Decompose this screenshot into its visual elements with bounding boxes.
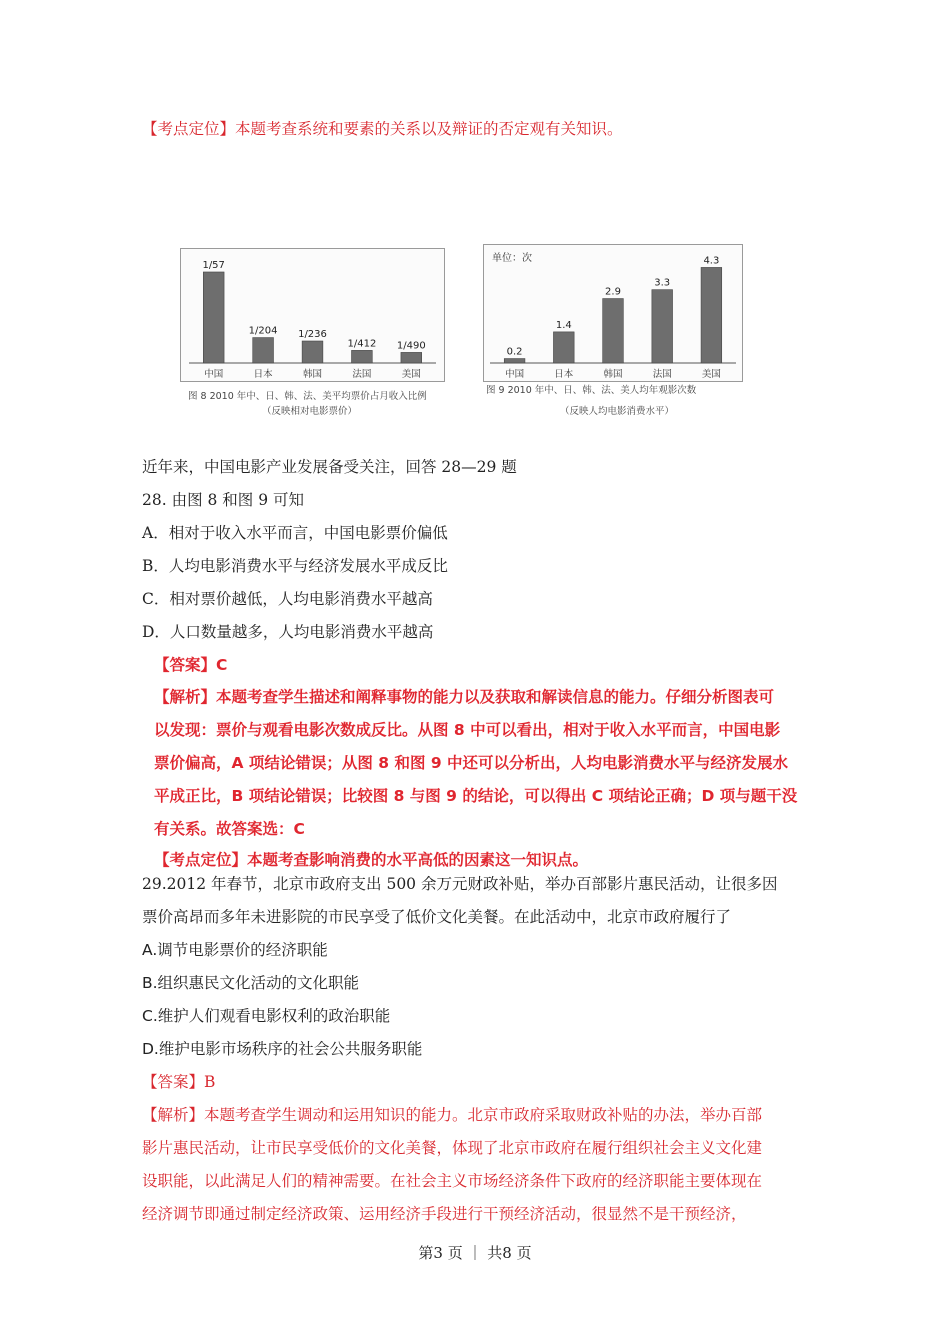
bar-3 — [652, 290, 673, 363]
figure-9-caption: 图 9 2010 年中、日、韩、法、美人均年观影次数 — [486, 385, 697, 396]
q29-stem-2: 票价高昂而多年未进影院的市民享受了低价文化美餐。在此活动中，北京市政府履行了 — [142, 908, 732, 926]
bar-3 — [352, 350, 373, 363]
q28-analysis-3: 票价偏高，A 项结论错误；从图 8 和图 9 中还可以分析出，人均电影消费水平与经济发展水 — [154, 754, 789, 772]
q29-option-a: A.调节电影票价的经济职能 — [142, 941, 328, 959]
bar-2 — [603, 299, 624, 363]
q29-answer: 【答案】B — [142, 1073, 216, 1091]
q28-analysis-2: 以发现：票价与观看电影次数成反比。从图 8 中可以看出，相对于收入水平而言，中国电影 — [154, 721, 781, 739]
data-label-0: 0.2 — [506, 346, 523, 358]
figure-9-panel — [483, 244, 743, 382]
q29-analysis-4: 经济调节即通过制定经济政策、运用经济手段进行干预经济活动，很显然不是干预经济， — [142, 1205, 747, 1223]
bar-0 — [203, 272, 224, 363]
q28-option-b: B．人均电影消费水平与经济发展水平成反比 — [142, 557, 448, 575]
figure-8-panel — [180, 248, 445, 382]
q29-option-b: B.组织惠民文化活动的文化职能 — [142, 974, 360, 992]
figure-8-caption: 图 8 2010 年中、日、韩、法、美平均票价占月收入比例 — [188, 391, 427, 402]
data-label-2: 2.9 — [605, 286, 621, 298]
intro-line: 近年来，中国电影产业发展备受关注，回答 28—29 题 — [142, 458, 517, 476]
tick-label-3: 法国 — [652, 369, 672, 380]
q29-option-c: C.维护人们观看电影权利的政治职能 — [142, 1007, 391, 1025]
data-label-3: 1/412 — [347, 338, 377, 350]
data-label-1: 1.4 — [555, 319, 572, 331]
tick-label-2: 韩国 — [302, 369, 323, 380]
tick-label-1: 日本 — [554, 369, 574, 380]
q29-option-d: D.维护电影市场秩序的社会公共服务职能 — [142, 1040, 423, 1058]
data-label-0: 1/57 — [202, 259, 225, 271]
bar-4 — [701, 267, 722, 363]
tick-label-2: 韩国 — [603, 369, 623, 380]
bar-2 — [302, 341, 323, 363]
q28-answer: 【答案】C — [154, 656, 228, 674]
q29-analysis-1: 【解析】本题考查学生调动和运用知识的能力。北京市政府采取财政补贴的办法，举办百部 — [142, 1106, 763, 1124]
bar-0 — [504, 359, 525, 363]
q28-stem: 28. 由图 8 和图 9 可知 — [142, 491, 305, 509]
kaodian-line-2: 【考点定位】本题考查影响消费的水平高低的因素这一知识点。 — [154, 851, 589, 869]
tick-label-1: 日本 — [253, 369, 273, 380]
tick-label-0: 中国 — [505, 369, 525, 380]
tick-label-0: 中国 — [204, 369, 224, 380]
bar-4 — [401, 352, 422, 363]
q28-option-d: D．人口数量越多，人均电影消费水平越高 — [142, 623, 434, 641]
bar-1 — [253, 338, 274, 363]
q29-analysis-2: 影片惠民活动，让市民享受低价的文化美餐，体现了北京市政府在履行组织社会主义文化建 — [142, 1139, 763, 1157]
tick-label-4: 美国 — [701, 369, 721, 380]
q28-analysis-1: 【解析】本题考查学生描述和阐释事物的能力以及获取和解读信息的能力。仔细分析图表可 — [154, 688, 775, 706]
q28-analysis-5: 有关系。故答案选：C — [154, 820, 305, 838]
figure-9-subcaption: （反映人均电影消费水平） — [560, 406, 675, 417]
kaodian-line-1: 【考点定位】本题考查系统和要素的关系以及辩证的否定观有关知识。 — [142, 120, 623, 138]
tick-label-4: 美国 — [401, 369, 421, 380]
page-footer: 第3 页 ｜ 共8 页 — [418, 1244, 532, 1262]
q29-stem-1: 29.2012 年春节，北京市政府支出 500 余万元财政补贴，举办百部影片惠民活动，让很多因 — [142, 875, 778, 893]
data-label-2: 1/236 — [298, 328, 327, 340]
q28-option-c: C．相对票价越低，人均电影消费水平越高 — [142, 590, 433, 608]
data-label-3: 3.3 — [654, 277, 671, 289]
data-label-1: 1/204 — [248, 325, 278, 337]
figure-8-chart — [181, 249, 444, 381]
figure-8-subcaption: （反映相对电影票价） — [262, 406, 358, 417]
q29-analysis-3: 设职能，以此满足人们的精神需要。在社会主义市场经济条件下政府的经济职能主要体现在 — [142, 1172, 763, 1190]
data-label-4: 4.3 — [703, 255, 720, 267]
q28-option-a: A．相对于收入水平而言，中国电影票价偏低 — [142, 524, 448, 542]
unit-label: 单位：次 — [492, 253, 532, 264]
bar-1 — [553, 332, 574, 363]
tick-label-3: 法国 — [352, 369, 372, 380]
data-label-4: 1/490 — [396, 340, 426, 352]
q28-analysis-4: 平成正比，B 项结论错误；比较图 8 与图 9 的结论，可以得出 C 项结论正确；D 项与题干没 — [154, 787, 798, 805]
figure-9-chart — [484, 245, 742, 381]
